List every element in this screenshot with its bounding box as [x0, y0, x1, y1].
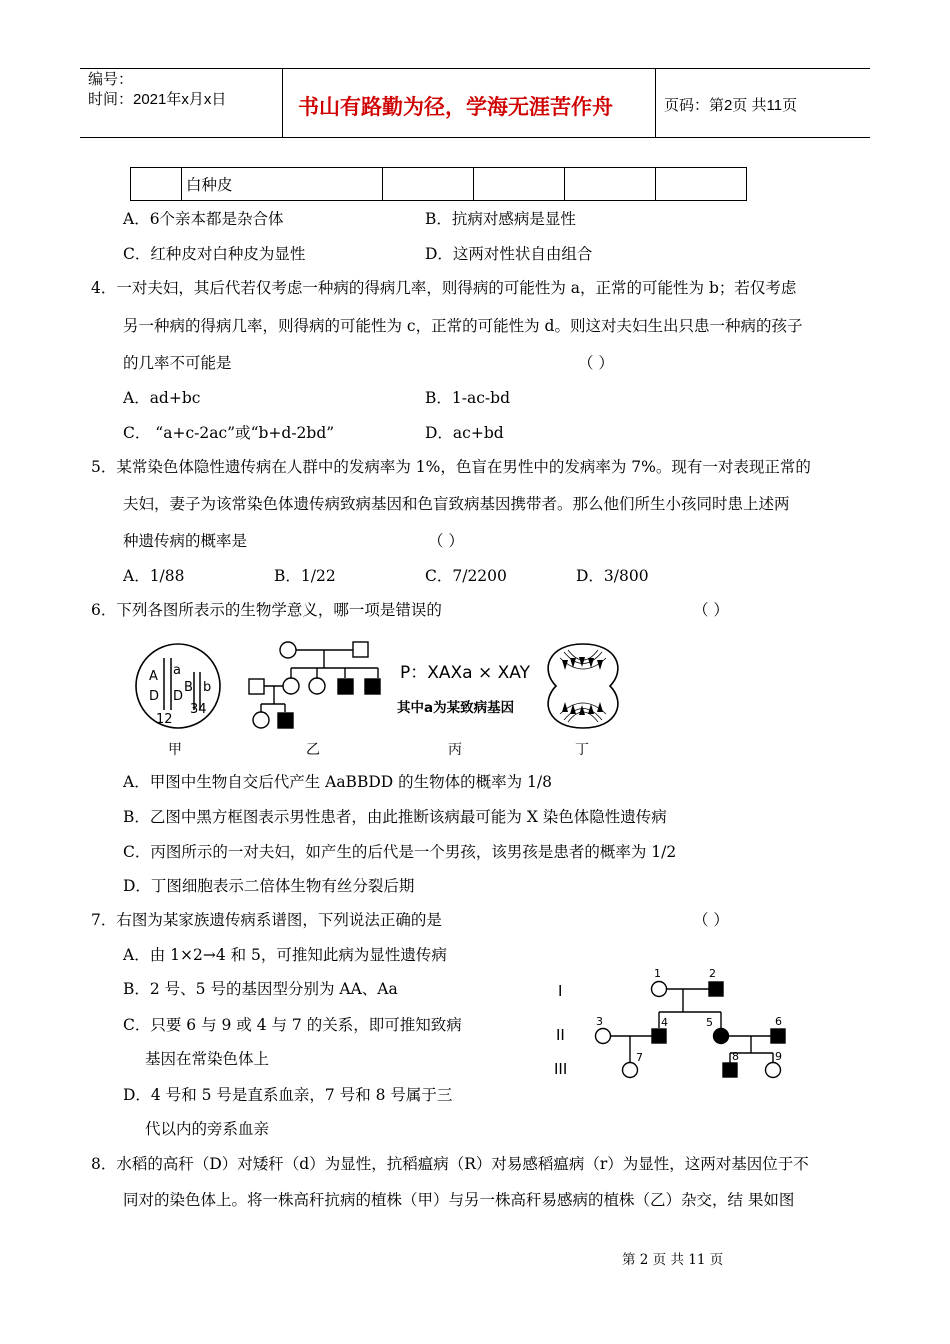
gene-label: D: [173, 689, 184, 704]
q3-option-c: C．红种皮对白种皮为显性: [123, 245, 306, 263]
individual-number: 1: [654, 967, 661, 980]
gene-label: D: [149, 689, 160, 704]
q5-stem-line1: 5．某常染色体隐性遗传病在人群中的发病率为 1%，色盲在男性中的发病率为 7%。现有一对表现正常的: [91, 458, 811, 476]
bing-note: 其中a为某致病基因: [397, 700, 515, 716]
individual-number: 9: [775, 1050, 782, 1063]
q7-option-c: C．只要 6 与 9 或 4 与 7 的关系，即可推知致病: [123, 1016, 462, 1034]
pedigree-yi-figure: [249, 642, 380, 728]
q5-option-c: C．7/2200: [425, 567, 507, 585]
q5-stem-line3: 种遗传病的概率是: [123, 532, 248, 550]
gene-label: a: [173, 663, 181, 678]
q8-stem-line2: 同对的染色体上。将一株高秆抗病的植株（甲）与另一株高秆易感病的植株（乙）杂交，结 果如图: [123, 1191, 795, 1209]
header-motto: 书山有路勤为径，学海无涯苦作舟: [298, 95, 613, 119]
q5-option-a: A．1/88: [123, 567, 185, 585]
figure-label: 丁: [575, 742, 589, 758]
data-table: [130, 167, 747, 201]
individual-number: 6: [775, 1015, 782, 1028]
q4-answer-paren: （ ）: [578, 354, 614, 372]
q6-option-d: D．丁图细胞表示二倍体生物有丝分裂后期: [123, 877, 415, 895]
q4-stem-line3: 的几率不可能是: [123, 354, 232, 372]
chromosome-number: 34: [190, 702, 207, 717]
q3-option-a: A．6个亲本都是杂合体: [123, 210, 284, 228]
individual-number: 2: [709, 967, 716, 980]
q7-pedigree: [550, 962, 800, 1084]
table-cell: [131, 168, 182, 201]
q7-option-d: D．4 号和 5 号是直系血亲，7 号和 8 号属于三: [123, 1086, 453, 1104]
bing-cross: P：XAXa × XAY: [400, 663, 530, 683]
individual-number: 3: [596, 1015, 603, 1028]
q5-option-d: D．3/800: [576, 567, 649, 585]
q4-option-a: A．ad+bc: [123, 389, 201, 407]
header-page-code: 页码：第2页 共11页: [664, 97, 798, 114]
q6-stem: 6．下列各图所表示的生物学意义，哪一项是错误的: [91, 601, 442, 619]
header-divider: [282, 69, 283, 137]
table-cell: [383, 168, 474, 201]
table-cell: [474, 168, 565, 201]
q8-stem-line1: 8．水稻的高秆（D）对矮秆（d）为显性，抗稻瘟病（R）对易感稻瘟病（r）为显性，这两对基因位于不: [91, 1155, 809, 1173]
q5-answer-paren: （ ）: [428, 532, 464, 550]
q6-option-b: B．乙图中黑方框图表示男性患者，由此推断该病最可能为 X 染色体隐性遗传病: [123, 808, 667, 826]
q7-answer-paren: （ ）: [693, 911, 729, 929]
table-cell: [656, 168, 747, 201]
q7-option-c-cont: 基因在常染色体上: [145, 1050, 270, 1068]
cell-jia-figure: [136, 644, 220, 728]
q4-stem-line1: 4．一对夫妇，其后代若仅考虑一种病的得病几率，则得病的可能性为 a，正常的可能性为 b；若仅考虑: [91, 279, 797, 297]
table-cell: [565, 168, 656, 201]
table-cell: 白种皮: [182, 168, 383, 201]
q7-option-b: B．2 号、5 号的基因型分别为 AA、Aa: [123, 980, 398, 998]
q4-option-d: D．ac+bd: [425, 424, 504, 442]
gene-label: b: [203, 680, 212, 695]
date-label: 时间：2021年x月x日: [88, 91, 227, 108]
figure-label: 乙: [306, 742, 320, 758]
chromosome-number: 12: [156, 712, 173, 727]
individual-number: 4: [661, 1016, 668, 1029]
q7-stem: 7．右图为某家族遗传病系谱图，下列说法正确的是: [91, 911, 442, 929]
header-divider: [655, 69, 656, 137]
individual-number: 8: [732, 1050, 739, 1063]
q6-option-a: A．甲图中生物自交后代产生 AaBBDD 的生物体的概率为 1/8: [123, 773, 552, 791]
q5-stem-line2: 夫妇，妻子为该常染色体遗传病致病基因和色盲致病基因携带者。那么他们所生小孩同时患上述两: [123, 495, 790, 513]
pedigree-lines: [596, 982, 786, 1078]
serial-label: 编号：: [88, 71, 134, 88]
generation-label: I: [558, 982, 563, 1000]
cell-ding-figure: [548, 644, 618, 728]
q4-option-c: C． “a+c-2ac”或“b+d-2bd”: [123, 424, 335, 442]
gene-label: B: [184, 680, 193, 695]
q6-figures: [128, 630, 648, 762]
q3-option-b: B．抗病对感病是显性: [425, 210, 576, 228]
figure-label: 丙: [448, 742, 462, 758]
generation-label: III: [554, 1060, 568, 1078]
q6-answer-paren: （ ）: [693, 601, 729, 619]
individual-number: 7: [636, 1051, 643, 1064]
q7-option-d-cont: 代以内的旁系血亲: [145, 1120, 270, 1138]
q4-stem-line2: 另一种病的得病几率，则得病的可能性为 c，正常的可能性为 d。则这对夫妇生出只患一种病的孩子: [123, 317, 803, 335]
individual-number: 5: [706, 1016, 713, 1029]
generation-label: II: [556, 1026, 565, 1044]
table-row: [131, 168, 747, 201]
q5-option-b: B．1/22: [274, 567, 336, 585]
q6-option-c: C．丙图所示的一对夫妇，如产生的后代是一个男孩，该男孩是患者的概率为 1/2: [123, 843, 677, 861]
q7-option-a: A．由 1×2→4 和 5，可推知此病为显性遗传病: [123, 946, 447, 964]
gene-label: A: [149, 669, 158, 684]
figure-label: 甲: [168, 742, 182, 758]
q4-option-b: B．1-ac-bd: [425, 389, 510, 407]
q3-option-d: D．这两对性状自由组合: [425, 245, 593, 263]
page-footer: 第 2 页 共 11 页: [622, 1252, 724, 1268]
